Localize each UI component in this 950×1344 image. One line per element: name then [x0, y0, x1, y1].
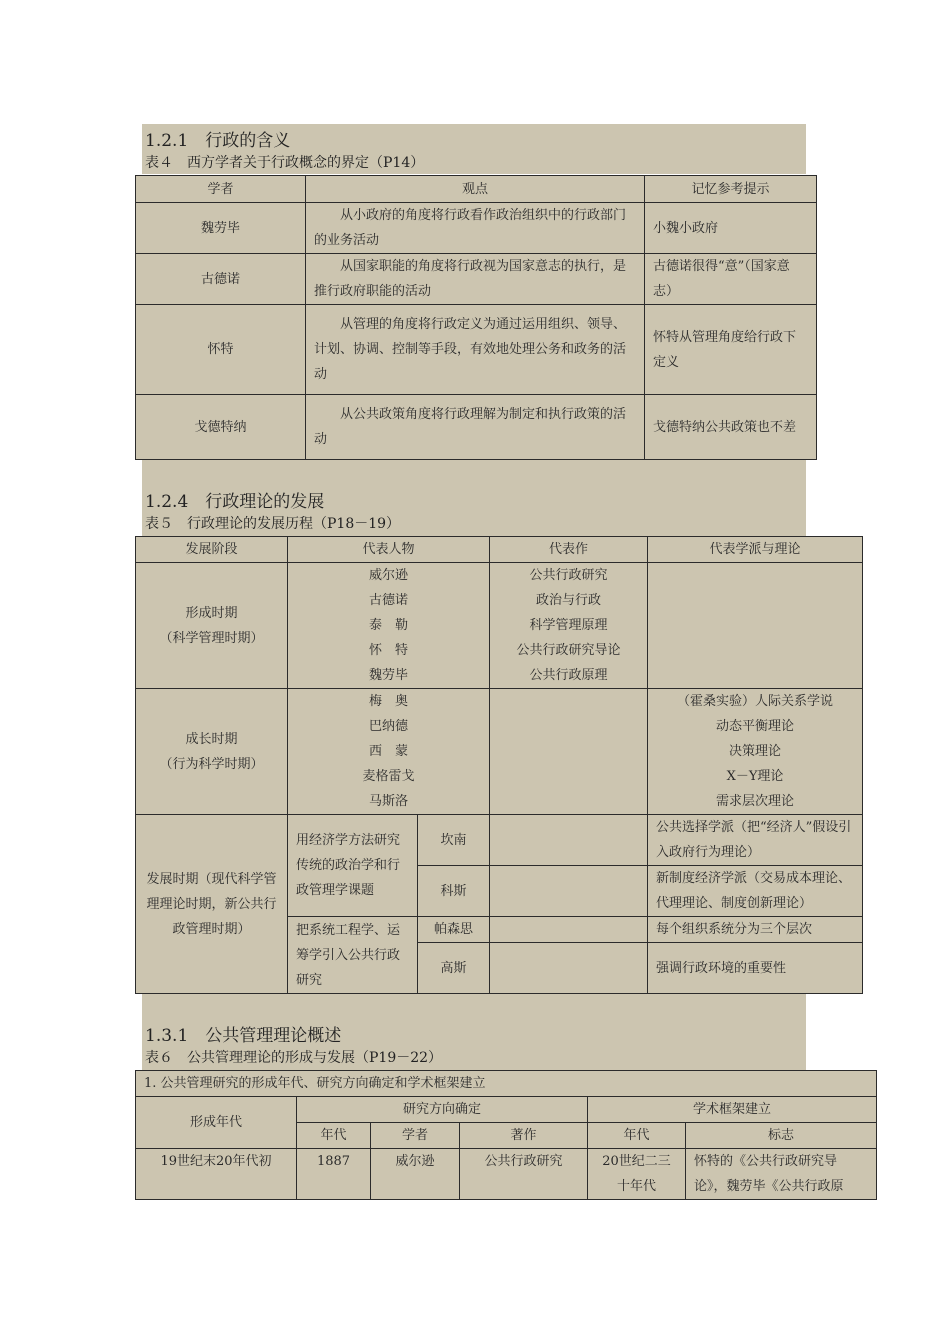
table-row: 戈德特纳 从公共政策角度将行政理解为制定和执行政策的活动 戈德特纳公共政策也不差 [136, 395, 817, 460]
table-row: 古德诺 从国家职能的角度将行政视为国家意志的执行，是推行政府职能的活动 古德诺很得“意”（国家意志） [136, 254, 817, 305]
section1-heading: 1.2.1 行政的含义 [145, 131, 291, 151]
header-scholar: 学者 [136, 176, 306, 203]
row-growth-period: 成长时期 （行为科学时期） 梅 奥 巴纳德 西 蒙 麦格雷戈 马斯洛 （霍桑实验）人际关系学说 动态平衡理论 决策理论 X－Y理论 需求层次理论 [136, 689, 863, 815]
row-development-period: 发展时期（现代科学管理理论时期，新公共行政管理时期） 用经济学方法研究传统的政治学和行政管理学课题 坎南 公共选择学派（把“经济人”假设引入政府行为理论） [136, 815, 863, 866]
section2-heading: 1.2.4 行政理论的发展 [145, 492, 325, 512]
header-formation-era: 形成年代 [136, 1097, 297, 1149]
section2-caption: 表５ 行政理论的发展历程（P18－19） [145, 516, 401, 532]
header-view: 观点 [306, 176, 645, 203]
table-row: 把系统工程学、运筹学引入公共行政研究 帕森思 每个组织系统分为三个层次 [136, 917, 863, 943]
table-title-row: 1. 公共管理研究的形成年代、研究方向确定和学术框架建立 [136, 1071, 877, 1097]
header-research-direction: 研究方向确定 [297, 1097, 588, 1123]
header-theories: 代表学派与理论 [648, 537, 863, 563]
table-row: 高斯 强调行政环境的重要性 [136, 943, 863, 994]
header-academic-framework: 学术框架建立 [588, 1097, 877, 1123]
section1-caption: 表４ 西方学者关于行政概念的界定（P14） [145, 155, 425, 171]
table-scholars [135, 175, 817, 460]
header-stage: 发展阶段 [136, 537, 288, 563]
header-people: 代表人物 [288, 537, 490, 563]
table-theory-development [135, 536, 863, 994]
table-row: 怀特 从管理的角度将行政定义为通过运用组织、领导、计划、协调、控制等手段，有效地处理公务和政务的活动 怀特从管理角度给行政下定义 [136, 305, 817, 395]
table-row: 19世纪末20年代初 1887 威尔逊 公共行政研究 20世纪二三十年代 怀特的《公共行政研究导论》，魏劳毕《公共行政原 [136, 1149, 877, 1200]
header-works: 代表作 [490, 537, 648, 563]
section3-caption: 表６ 公共管理理论的形成与发展（P19－22） [145, 1050, 443, 1066]
section3-heading: 1.3.1 公共管理理论概述 [145, 1026, 342, 1046]
header-hint: 记忆参考提示 [645, 176, 817, 203]
table-row: 魏劳毕 从小政府的角度将行政看作政治组织中的行政部门的业务活动 小魏小政府 [136, 203, 817, 254]
row-formation-period: 形成时期 （科学管理时期） 威尔逊 古德诺 泰 勒 怀 特 魏劳毕 公共行政研究 政治与行政 科学管理原理 公共行政研究导论 公共行政原理 [136, 563, 863, 689]
table-public-management: 1. 公共管理研究的形成年代、研究方向确定和学术框架建立 形成年代 研究方向确定 学术框架建立 年代 学者 著作 年代 标志 19世纪末20年代初 1887 威尔逊 公共行政研究 20世纪二三十年代 怀特的《公共行政研究导论》，魏劳毕《公共行政原 [135, 1070, 877, 1200]
table-row: 科斯 新制度经济学派（交易成本理论、代理理论、制度创新理论） [136, 866, 863, 917]
